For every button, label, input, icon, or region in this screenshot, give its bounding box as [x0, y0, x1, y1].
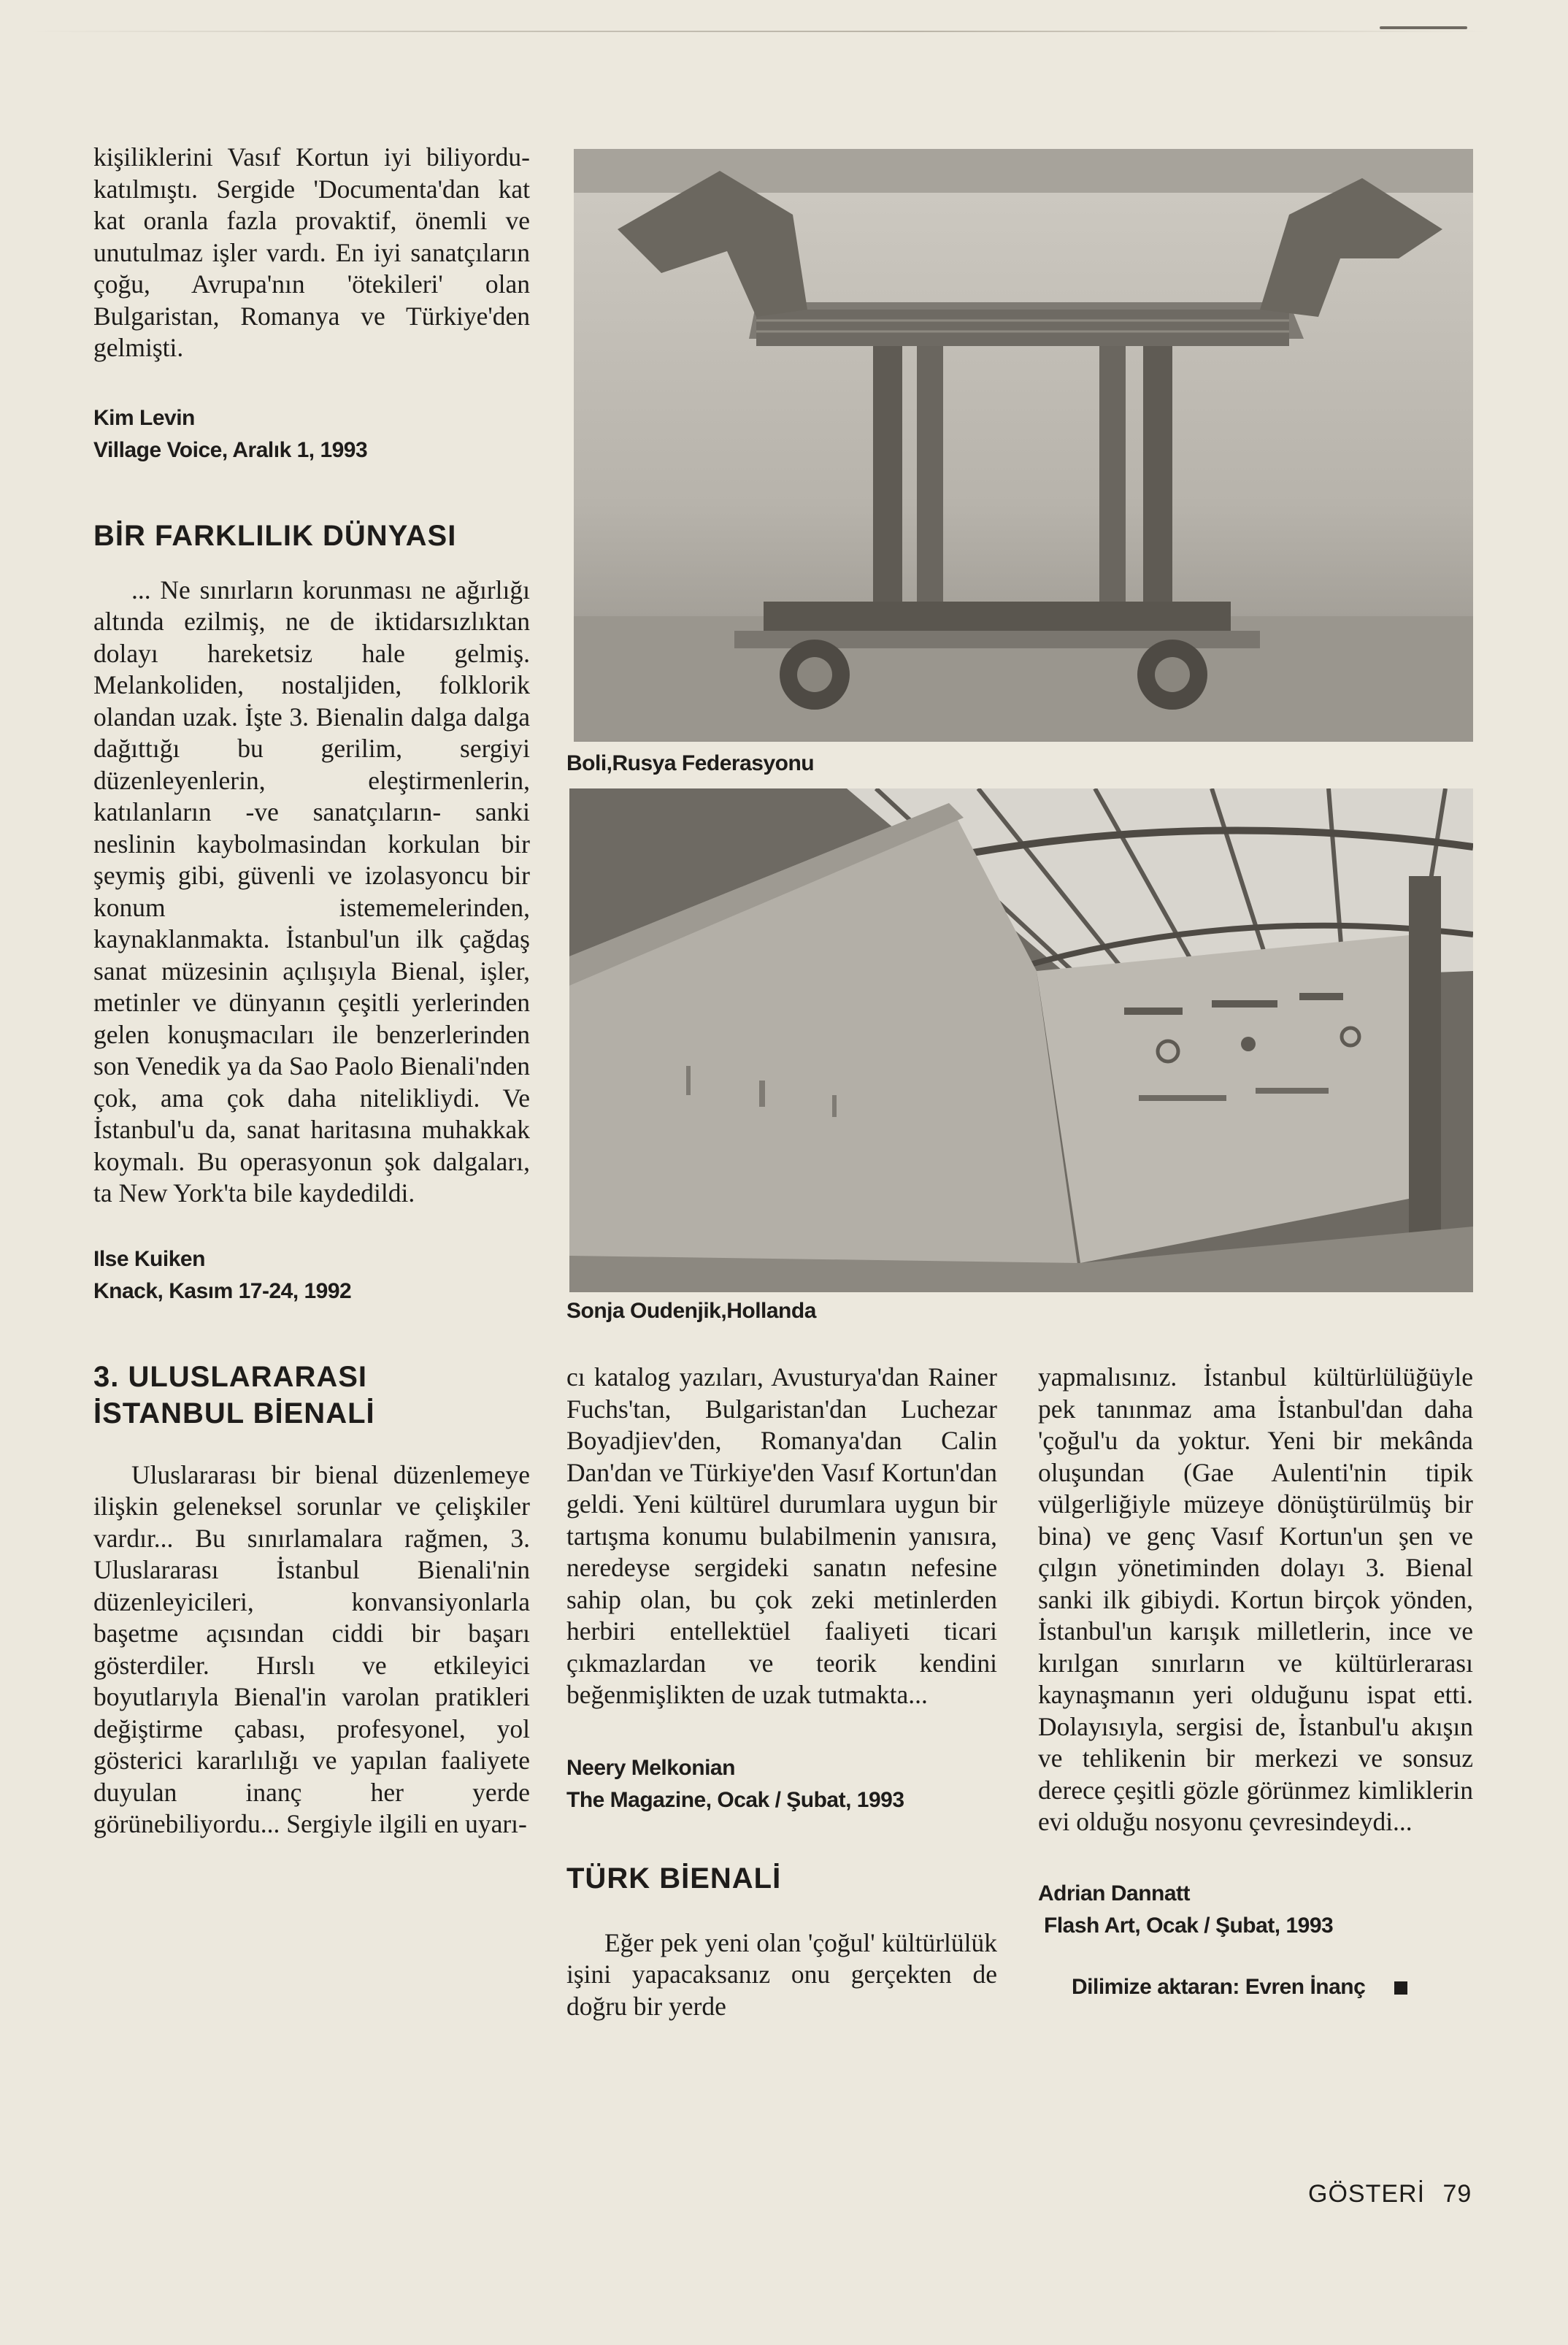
byline-author: Neery Melkonian: [566, 1755, 735, 1780]
byline-author: Kim Levin: [93, 405, 195, 430]
end-square-icon: [1394, 1981, 1407, 1995]
magazine-name: GÖSTERİ: [1308, 2180, 1426, 2208]
left-column: [93, 142, 530, 1841]
quote-paragraph-dannatt: Eğer pek yeni olan 'çoğul' kültürlülük işini yapacaksanız onu gerçekten de doğru bir yerde: [566, 1927, 997, 2021]
wooden-horse-image: [574, 149, 1473, 742]
photo-exhibition-hall: [569, 788, 1473, 1292]
section-heading-turk-bienali: TÜRK BİENALİ: [566, 1862, 782, 1895]
top-rule: [29, 31, 1489, 32]
section-heading-bienal: [93, 1359, 530, 1432]
byline-neery-melkonian: [566, 1752, 997, 1816]
continued-paragraph: cı katalog yazıları, Avusturya'dan Rainer Fuchs'tan, Bulgaristan'dan Luchezar Boyadjiev'den, Romanya'dan Calin Dan'dan ve Türkiye'den Vasıf Kortun'dan geldi. Yeni kültürel durumlara uygun bir tartışma konumu bulabilmenin yanısıra, neredeyse sergideki sanatın nefesine sahip olan, bu çok zeki metinlerden herbiri entellektüel faaliyeti ticari çıkmazlardan ve teorik kendini beğenmişlikten de uzak tutmakta...: [566, 1362, 997, 1709]
top-mark: [1380, 26, 1467, 29]
quote-paragraph-melkonian: Uluslararası bir bienal düzenlemeye ilişkin geleneksel sorunlar ve çelişkiler vardır... Bu sınırlamalara rağmen, 3. Uluslararası İstanbul Bienali'nin düzenleyicileri, konvansiyonlarla başetme açısından ciddi bir başarı gösterdiler. Hırslı ve etkileyici boyutlarıyla Bienal'in varolan pratikleri değiştirme çabası, profesyonel, yol gösterici kararlılığı ve yapılan faaliyete duyulan inanç her yerde görünebiliyordu... Sergiyle ilgili en uyarı-: [93, 1459, 530, 1838]
heading-line: 3. ULUSLARARASI: [93, 1360, 368, 1393]
right-column: [1038, 1362, 1473, 2003]
byline-source: Knack, Kasım 17-24, 1992: [93, 1278, 352, 1303]
byline-source: Village Voice, Aralık 1, 1993: [93, 437, 368, 462]
middle-column: [566, 1362, 997, 2022]
exhibition-hall-image: [569, 788, 1473, 1292]
byline-adrian-dannatt: [1038, 1878, 1473, 1942]
quote-paragraph-kuiken: ... Ne sınırların korunması ne ağırlığı altında ezilmiş, ne de iktidarsızlıktan dolayı hareketsiz hale gelmiş. Melankoliden, nostaljiden, folklorik olandan uzak. İşte 3. Bienalin dalga dalga dağıttığı bu gerilim, sergiyi düzenleyenlerin, eleştirmenlerin, katılanların -ve sanatçıların- sanki neslinin kaybolmasindan korkulan bir şeymiş gibi, güvenli ve izolasyoncu bir konum istememelerinden, kaynaklanmakta. İstanbul'un ilk çağdaş sanat müzesinin açılışıyla Bienal, işler, metinler ve dünyanın çeşitli yerlerinden gelen konuşmacıları ile benzerlerinden son Venedik ya da Sao Paolo Bienali'nden çok, ama çok daha nitelikliydi. Ve İstanbul'u da, sanat haritasına muhakkak koymalı. Bu operasyonun şok dalgaları, ta New York'ta bile kaydedildi.: [93, 575, 530, 1208]
intro-paragraph: kişiliklerini Vasıf Kortun iyi biliyordu-katılmıştı. Sergide 'Documenta'dan kat kat oranla fazla provaktif, önemli ve unutulmaz işler vardı. En iyi sanatçıların çoğu, Avrupa'nın 'ötekileri' olan Bulgaristan, Romanya ve Türkiye'den gelmişti.: [93, 142, 530, 362]
byline-kim-levin: [93, 402, 530, 467]
continued-paragraph: yapmalısınız. İstanbul kültürlülüğüyle pek tanınmaz ama İstanbul'dan daha 'çoğul'u da yoktur. Yeni bir mekânda oluşundan (Gae Aulenti'nin tipik vülgerliğiyle müzeye dönüştürülmüş bir bina) ve genç Vasıf Kortun'un şen ve çılgın yönetiminden dolayı 3. Bienal sanki ilk gibiydi. Kortun birçok yönden, İstanbul'un karışık milletlerin, ince ve kırılgan sınırların ve kültürlerarası kaynaşmanın yeri olduğunu ispat etti. Dolayısıyla, sergisi de, İstanbul'u akışın ve tehlikenin bir merkezi ve sonsuz derece çeşitli gözle görünmez kimliklerin evi olduğu nosyonu çevresindeydi...: [1038, 1362, 1473, 1836]
page-footer: [1308, 2180, 1472, 2208]
translator-text: Dilimize aktaran: Evren İnanç: [1072, 1974, 1366, 1999]
translator-credit: [1038, 1971, 1473, 2003]
photo1-caption: Boli,Rusya Federasyonu: [566, 751, 815, 775]
byline-source: The Magazine, Ocak / Şubat, 1993: [566, 1787, 904, 1812]
page-number: 79: [1442, 2180, 1472, 2208]
byline-author: Ilse Kuiken: [93, 1246, 205, 1271]
photo-wooden-horse: [574, 149, 1473, 742]
byline-ilse-kuiken: [93, 1243, 530, 1308]
section-heading-bir-farklilik: BİR FARKLILIK DÜNYASI: [93, 519, 457, 552]
byline-author: Adrian Dannatt: [1038, 1881, 1191, 1905]
byline-source: Flash Art, Ocak / Şubat, 1993: [1044, 1913, 1334, 1938]
heading-line: İSTANBUL BİENALİ: [93, 1397, 375, 1429]
photo2-caption: Sonja Oudenjik,Hollanda: [566, 1299, 816, 1323]
